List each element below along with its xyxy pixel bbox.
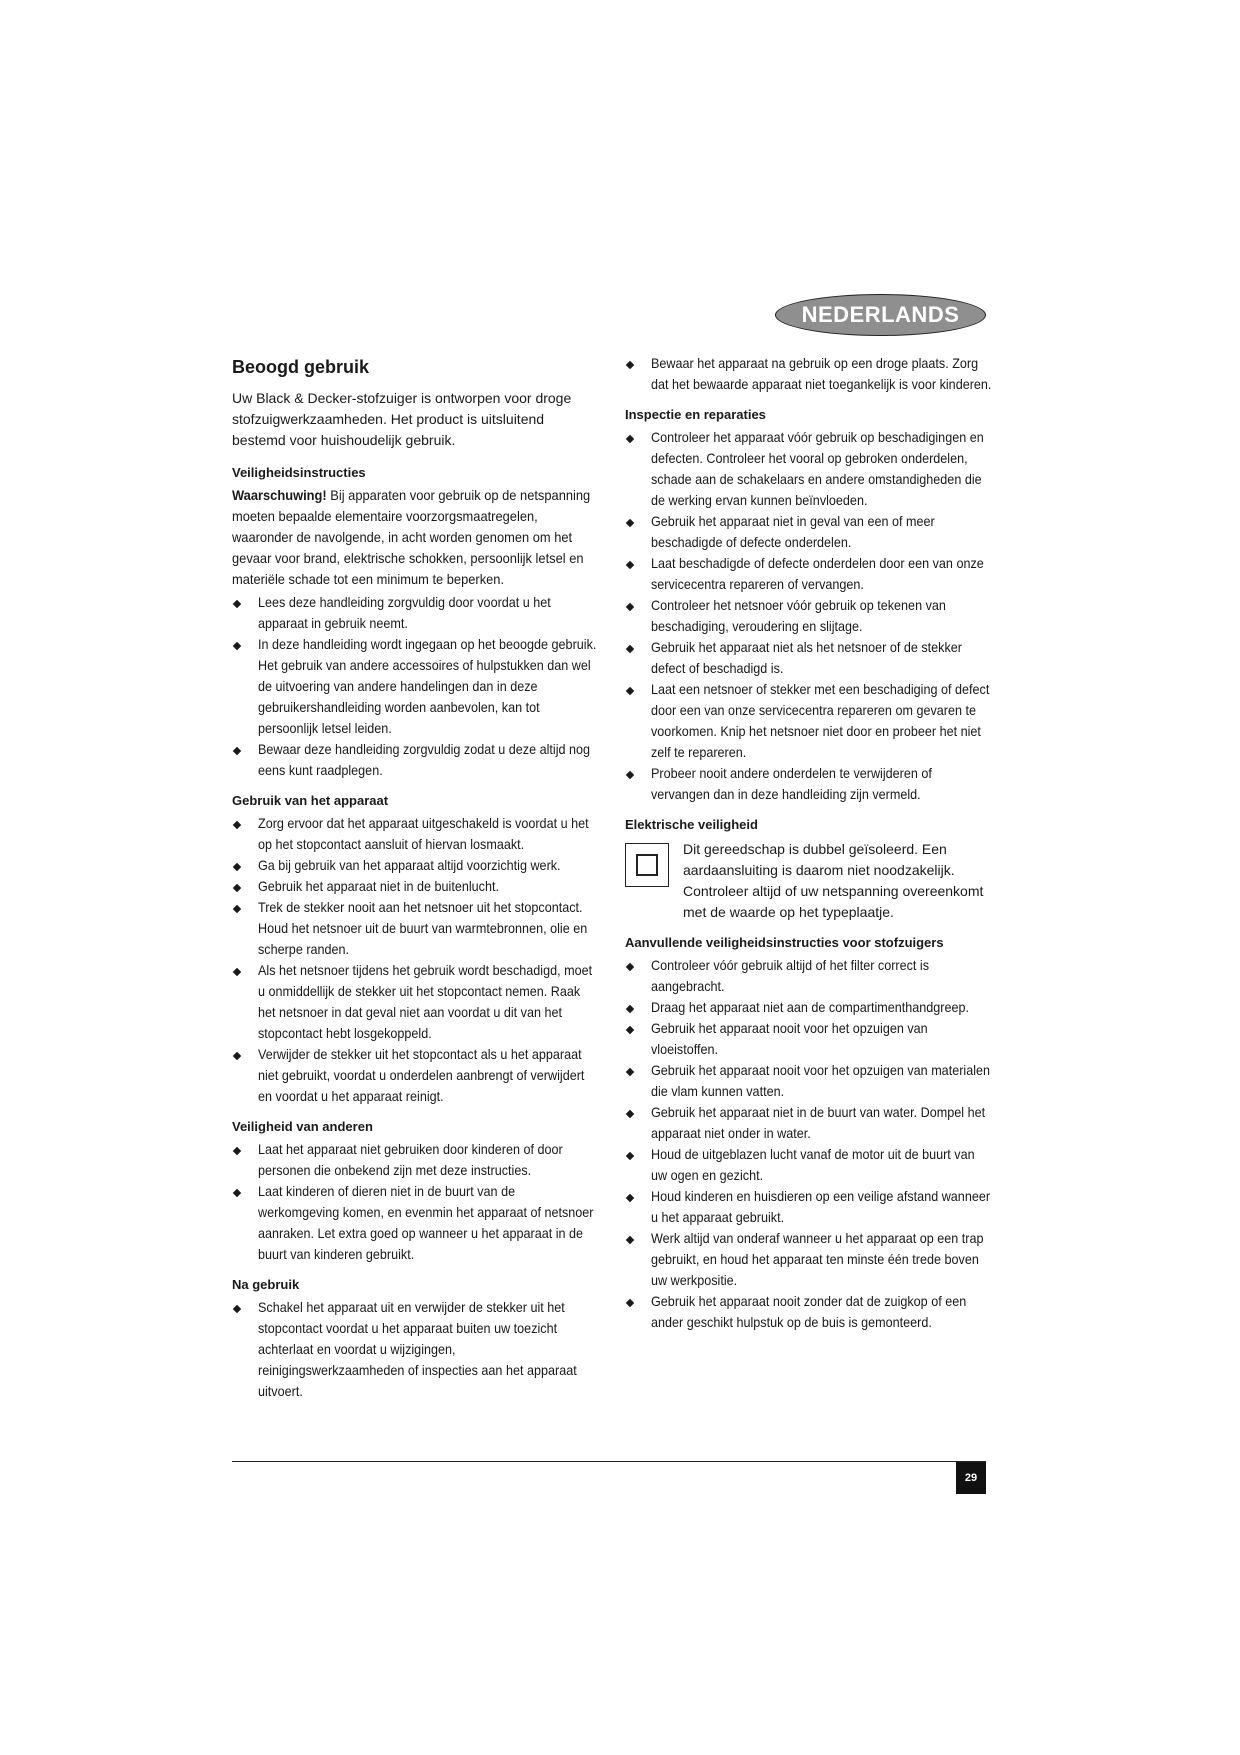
list-item-text: Bewaar deze handleiding zorgvuldig zodat u deze altijd nog eens kunt raadplegen.	[258, 741, 591, 778]
list-item	[625, 1228, 993, 1291]
bullet-diamond-icon	[233, 968, 241, 976]
list-item	[625, 1060, 993, 1102]
list-item	[625, 763, 993, 805]
list-item-text: Gebruik het apparaat nooit zonder dat de zuigkop of een ander geschikt hulpstuk op de buis is gemonteerd.	[651, 1293, 967, 1330]
storage-list	[625, 353, 993, 395]
use-list	[232, 813, 600, 1107]
list-item	[625, 353, 993, 395]
list-item-text: In deze handleiding wordt ingegaan op het beoogde gebruik. Het gebruik van andere accessoires of hulpstukken dan wel de uitvoering van andere handelingen dan in deze gebruikershandleiding worden aanbevolen, kan tot persoonlijk letsel leiden.	[258, 636, 597, 736]
bullet-diamond-icon	[626, 1026, 634, 1034]
bullet-diamond-icon	[626, 1236, 634, 1244]
electrical-text: Dit gereedschap is dubbel geïsoleerd. Een aardaansluiting is daarom niet noodzakelijk. Controleer altijd of uw netspanning overeenkomt met de waarde op het typeplaatje.	[683, 841, 984, 920]
list-item-text: Schakel het apparaat uit en verwijder de stekker uit het stopcontact voordat u het apparaat buiten uw toezicht achterlaat en voordat u wijzigingen, reinigingswerkzaamheden of inspecties aan het apparaat uitvoert.	[258, 1299, 577, 1399]
list-item	[625, 1186, 993, 1228]
list-item-text: Laat beschadigde of defecte onderdelen door een van onze servicecentra repareren of vervangen.	[651, 555, 984, 592]
list-item	[232, 960, 600, 1044]
list-item	[625, 595, 993, 637]
bullet-diamond-icon	[233, 821, 241, 829]
after-use-list	[232, 1297, 600, 1402]
list-item	[625, 553, 993, 595]
list-item	[232, 739, 600, 781]
list-item	[625, 637, 993, 679]
list-item	[625, 679, 993, 763]
bullet-diamond-icon	[233, 863, 241, 871]
list-item-text: Laat een netsnoer of stekker met een beschadiging of defect door een van onze servicecentra repareren om gevaren te voorkomen. Knip het netsnoer niet door en probeer het niet zelf te repareren.	[651, 681, 990, 760]
list-item-text: Controleer vóór gebruik altijd of het filter correct is aangebracht.	[651, 957, 930, 994]
list-item	[625, 511, 993, 553]
page-number: 29	[956, 1462, 986, 1494]
list-item-text: Zorg ervoor dat het apparaat uitgeschakeld is voordat u het op het stopcontact aansluit of hiervan losmaakt.	[258, 815, 589, 852]
list-item-text: Gebruik het apparaat niet in geval van een of meer beschadigde of defecte onderdelen.	[651, 513, 935, 550]
others-heading: Veiligheid van anderen	[232, 1119, 373, 1134]
double-insulation-icon	[625, 843, 669, 887]
list-item-text: Controleer het apparaat vóór gebruik op beschadigingen en defecten. Controleer het vooral op gebroken onderdelen, schade aan de schakelaars en andere omstandigheden die de werking ervan kunnen beïnvloeden.	[651, 429, 984, 508]
bullet-diamond-icon	[233, 905, 241, 913]
list-item-text: Gebruik het apparaat nooit voor het opzuigen van vloeistoffen.	[651, 1020, 928, 1057]
list-item-text: Als het netsnoer tijdens het gebruik wordt beschadigd, moet u onmiddellijk de stekker uit het stopcontact nemen. Raak het netsnoer in dat geval niet aan voordat u dit van het stopcontact hebt losgekoppeld.	[258, 962, 593, 1041]
bullet-diamond-icon	[626, 771, 634, 779]
list-item-text: Laat kinderen of dieren niet in de buurt van de werkomgeving komen, en evenmin het apparaat of netsnoer aanraken. Let extra goed op wanneer u het apparaat in de buurt van kinderen gebruikt.	[258, 1183, 594, 1262]
bullet-diamond-icon	[626, 645, 634, 653]
bullet-diamond-icon	[626, 361, 634, 369]
list-item-text: Probeer nooit andere onderdelen te verwijderen of vervangen dan in deze handleiding zijn vermeld.	[651, 765, 932, 802]
intro-paragraph: Uw Black & Decker-stofzuiger is ontworpen voor droge stofzuigwerkzaamheden. Het product is uitsluitend bestemd voor huishoudelijk gebruik.	[232, 390, 572, 448]
bullet-diamond-icon	[233, 747, 241, 755]
after-use-heading: Na gebruik	[232, 1277, 300, 1292]
list-item-text: Houd de uitgeblazen lucht vanaf de motor uit de buurt van uw ogen en gezicht.	[651, 1146, 975, 1183]
bullet-diamond-icon	[233, 600, 241, 608]
list-item	[232, 1297, 600, 1402]
list-item-text: Gebruik het apparaat niet als het netsnoer of de stekker defect of beschadigd is.	[651, 639, 962, 676]
list-item	[232, 855, 600, 876]
bullet-diamond-icon	[233, 1052, 241, 1060]
list-item	[625, 1018, 993, 1060]
use-heading: Gebruik van het apparaat	[232, 793, 389, 808]
list-item	[232, 876, 600, 897]
bullet-diamond-icon	[626, 603, 634, 611]
list-item-text: Werk altijd van onderaf wanneer u het apparaat op een trap gebruikt, en houd het apparaat ten minste één trede boven uw werkpositie.	[651, 1230, 984, 1288]
safety-list	[232, 592, 600, 781]
electrical-heading: Elektrische veiligheid	[625, 817, 758, 832]
list-item	[232, 1044, 600, 1107]
list-item-text: Trek de stekker nooit aan het netsnoer uit het stopcontact. Houd het netsnoer uit de buurt van warmtebronnen, olie en scherpe randen.	[258, 899, 588, 957]
list-item-text: Controleer het netsnoer vóór gebruik op tekenen van beschadiging, veroudering en slijtage.	[651, 597, 946, 634]
list-item	[232, 1181, 600, 1265]
right-column	[625, 353, 993, 1337]
bullet-diamond-icon	[233, 884, 241, 892]
left-column	[232, 353, 600, 1406]
list-item	[625, 997, 993, 1018]
additional-heading: Aanvullende veiligheidsinstructies voor stofzuigers	[625, 935, 944, 950]
language-badge: NEDERLANDS	[775, 294, 986, 336]
bullet-diamond-icon	[626, 963, 634, 971]
inspection-heading: Inspectie en reparaties	[625, 407, 766, 422]
additional-list	[625, 955, 993, 1333]
list-item-text: Gebruik het apparaat nooit voor het opzuigen van materialen die vlam kunnen vatten.	[651, 1062, 991, 1099]
list-item	[232, 634, 600, 739]
list-item	[232, 897, 600, 960]
electrical-block	[625, 839, 993, 923]
safety-heading: Veiligheidsinstructies	[232, 465, 366, 480]
list-item-text: Verwijder de stekker uit het stopcontact als u het apparaat niet gebruikt, voordat u onderdelen aanbrengt of verwijdert en voordat u het apparaat reinigt.	[258, 1046, 585, 1104]
list-item	[625, 427, 993, 511]
list-item	[625, 1144, 993, 1186]
bullet-diamond-icon	[626, 519, 634, 527]
list-item	[625, 1291, 993, 1333]
warning-label: Waarschuwing!	[232, 487, 327, 503]
bullet-diamond-icon	[626, 1299, 634, 1307]
bullet-diamond-icon	[626, 1194, 634, 1202]
list-item-text: Bewaar het apparaat na gebruik op een droge plaats. Zorg dat het bewaarde apparaat niet toegankelijk is voor kinderen.	[651, 355, 992, 392]
bullet-diamond-icon	[626, 435, 634, 443]
list-item-text: Ga bij gebruik van het apparaat altijd voorzichtig werk.	[258, 857, 561, 873]
warning-text: Bij apparaten voor gebruik op de netspanning moeten bepaalde elementaire voorzorgsmaatregelen, waaronder de navolgende, in acht worden genomen om het gevaar voor brand, elektrische schokken, persoonlijk letsel en materiële schade tot een minimum te beperken.	[232, 487, 591, 587]
others-list	[232, 1139, 600, 1265]
list-item-text: Gebruik het apparaat niet in de buurt van water. Dompel het apparaat niet onder in water.	[651, 1104, 986, 1141]
bullet-diamond-icon	[626, 687, 634, 695]
bullet-diamond-icon	[626, 1005, 634, 1013]
bullet-diamond-icon	[626, 1110, 634, 1118]
bullet-diamond-icon	[233, 1147, 241, 1155]
bullet-diamond-icon	[233, 1305, 241, 1313]
footer-rule	[232, 1461, 986, 1462]
bullet-diamond-icon	[233, 1189, 241, 1197]
bullet-diamond-icon	[626, 1068, 634, 1076]
list-item	[625, 1102, 993, 1144]
list-item	[232, 1139, 600, 1181]
bullet-diamond-icon	[626, 1152, 634, 1160]
list-item	[232, 813, 600, 855]
warning-paragraph	[232, 485, 599, 590]
list-item-text: Lees deze handleiding zorgvuldig door voordat u het apparaat in gebruik neemt.	[258, 594, 551, 631]
bullet-diamond-icon	[233, 642, 241, 650]
list-item	[625, 955, 993, 997]
list-item-text: Houd kinderen en huisdieren op een veilige afstand wanneer u het apparaat gebruikt.	[651, 1188, 991, 1225]
list-item	[232, 592, 600, 634]
list-item-text: Gebruik het apparaat niet in de buitenlucht.	[258, 878, 499, 894]
bullet-diamond-icon	[626, 561, 634, 569]
list-item-text: Laat het apparaat niet gebruiken door kinderen of door personen die onbekend zijn met deze instructies.	[258, 1141, 563, 1178]
inspection-list	[625, 427, 993, 805]
list-item-text: Draag het apparaat niet aan de compartimenthandgreep.	[651, 999, 970, 1015]
page-title: Beoogd gebruik	[232, 357, 370, 377]
